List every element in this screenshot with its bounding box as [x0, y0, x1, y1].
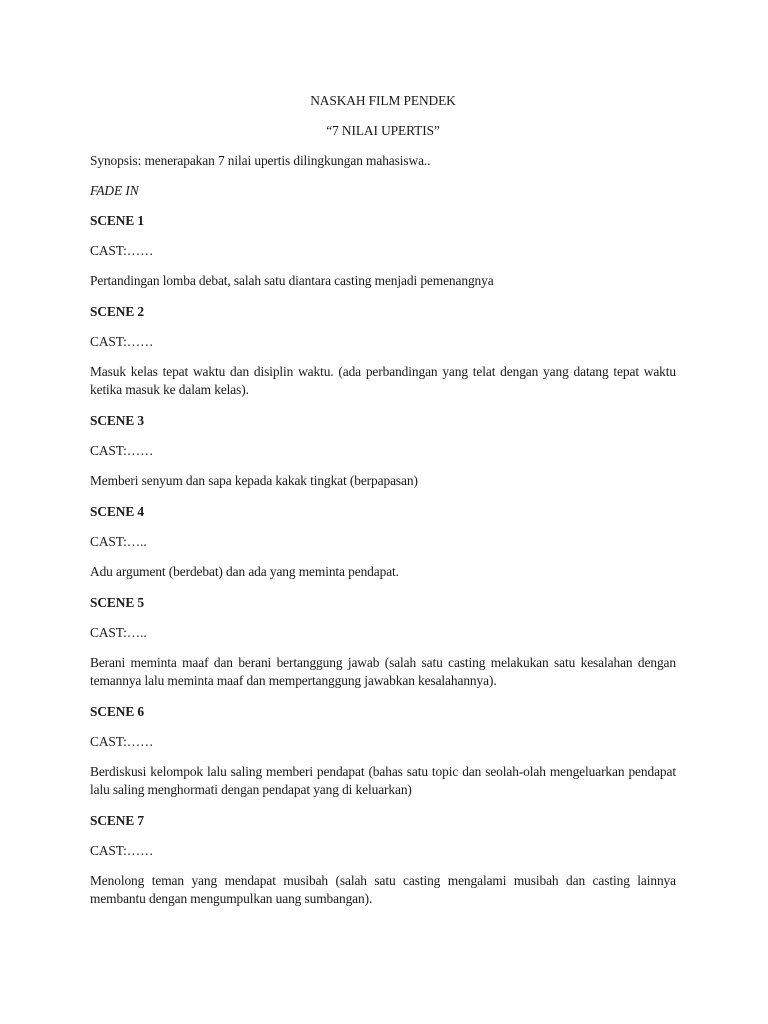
scene-heading: SCENE 7 [90, 813, 144, 828]
document-body [90, 92, 676, 921]
scene-description: Berani meminta maaf dan berani bertanggung jawab (salah satu casting melakukan satu kesalahan dengan temannya lalu meminta maaf dan mempertanggung jawabkan kesalahannya). [90, 655, 676, 688]
document-subtitle: “7 NILAI UPERTIS” [326, 123, 440, 138]
scene-4 [90, 503, 676, 581]
document-title: NASKAH FILM PENDEK [310, 93, 456, 108]
scene-cast: CAST:…… [90, 243, 154, 258]
scene-cast: CAST:…… [90, 443, 154, 458]
scene-cast: CAST:…… [90, 843, 154, 858]
scene-7 [90, 812, 676, 908]
scene-1 [90, 212, 676, 290]
scene-heading: SCENE 6 [90, 704, 144, 719]
synopsis: Synopsis: menerapakan 7 nilai upertis dilingkungan mahasiswa.. [90, 153, 431, 168]
scene-description: Memberi senyum dan sapa kepada kakak tingkat (berpapasan) [90, 473, 418, 488]
scene-3 [90, 412, 676, 490]
scene-cast: CAST:…… [90, 334, 154, 349]
scene-heading: SCENE 2 [90, 304, 144, 319]
scene-description: Adu argument (berdebat) dan ada yang meminta pendapat. [90, 564, 399, 579]
scene-2 [90, 303, 676, 399]
scene-heading: SCENE 4 [90, 504, 144, 519]
scene-description: Pertandingan lomba debat, salah satu diantara casting menjadi pemenangnya [90, 273, 494, 288]
scene-description: Masuk kelas tepat waktu dan disiplin waktu. (ada perbandingan yang telat dengan yang datang tepat waktu ketika masuk ke dalam kelas). [90, 364, 676, 397]
scene-6 [90, 703, 676, 799]
scene-cast: CAST:….. [90, 625, 147, 640]
fade-in-direction: FADE IN [90, 183, 139, 198]
scene-description: Menolong teman yang mendapat musibah (salah satu casting mengalami musibah dan casting lainnya membantu dengan mengumpulkan uang sumbangan). [90, 873, 676, 906]
scene-cast: CAST:…… [90, 734, 154, 749]
scene-heading: SCENE 1 [90, 213, 144, 228]
scene-description: Berdiskusi kelompok lalu saling memberi pendapat (bahas satu topic dan seolah-olah mengeluarkan pendapat lalu saling menghormati dengan pendapat yang di keluarkan) [90, 764, 676, 797]
scene-heading: SCENE 3 [90, 413, 144, 428]
scene-5 [90, 594, 676, 690]
scene-heading: SCENE 5 [90, 595, 144, 610]
scene-cast: CAST:….. [90, 534, 147, 549]
